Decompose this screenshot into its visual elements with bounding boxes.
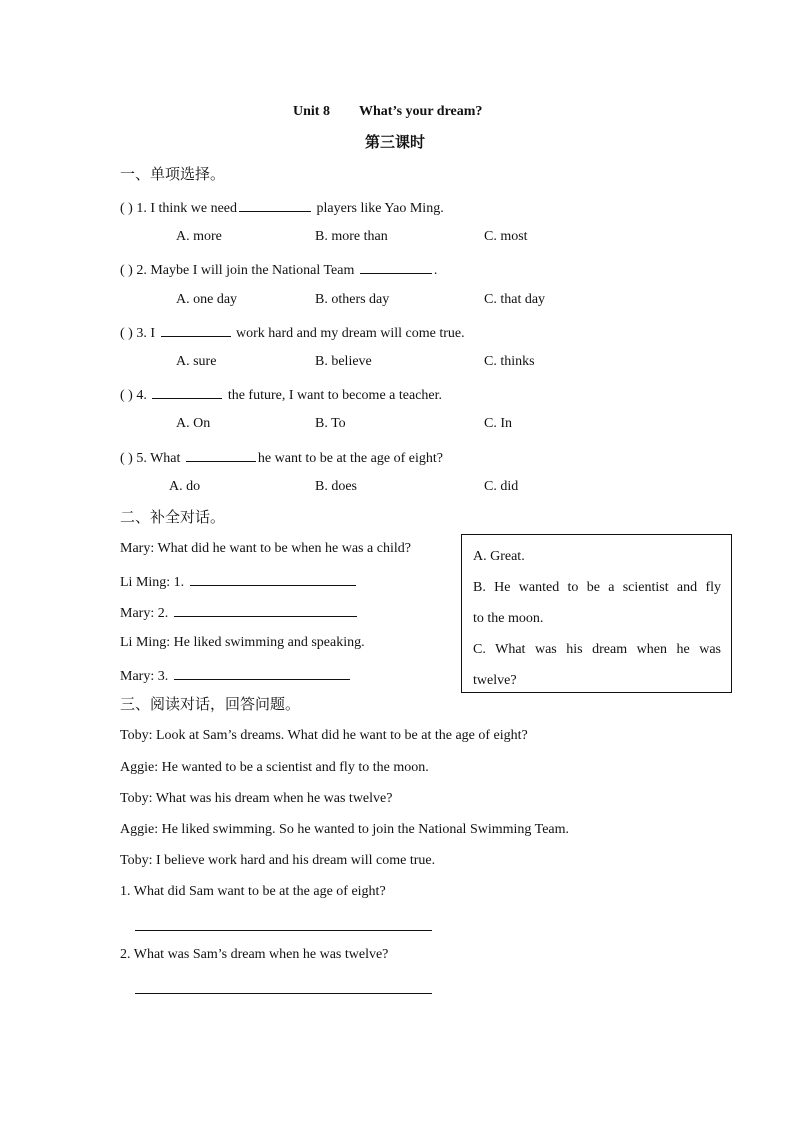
section3-heading: 三、阅读对话，回答问题。	[120, 697, 301, 713]
reading-question-1: 1. What did Sam want to be at the age of eight?	[120, 884, 386, 899]
option-c[interactable]: C. that day	[484, 292, 546, 307]
page-title: What’s your dream?	[359, 104, 483, 119]
question-text-post: players like Yao Ming.	[313, 201, 444, 216]
option-c[interactable]: C. did	[484, 479, 519, 494]
answer-line-2[interactable]	[135, 993, 432, 994]
option-b[interactable]: B. believe	[315, 354, 372, 369]
dialogue-line-li-ming: Li Ming: He liked swimming and speaking.	[120, 635, 365, 650]
fill-blank[interactable]	[239, 197, 311, 212]
box-option-a: A. Great.	[473, 549, 525, 564]
fill-blank[interactable]	[360, 259, 432, 274]
answer-bracket[interactable]: ( )	[120, 326, 133, 341]
box-option-c-cont: twelve?	[473, 673, 517, 688]
option-b[interactable]: B. does	[315, 479, 357, 494]
option-c[interactable]: C. most	[484, 229, 528, 244]
option-c[interactable]: C. thinks	[484, 354, 535, 369]
answer-line-1[interactable]	[135, 930, 432, 931]
option-a[interactable]: A. sure	[176, 354, 217, 369]
option-a[interactable]: A. do	[169, 479, 201, 494]
box-option-c: C. What was his dream when he was	[473, 642, 721, 657]
fill-blank[interactable]	[186, 447, 256, 462]
answer-bracket[interactable]: ( )	[120, 451, 133, 466]
option-a[interactable]: A. one day	[176, 292, 238, 307]
option-b[interactable]: B. more than	[315, 229, 388, 244]
dialogue-line-mary	[120, 665, 352, 686]
question-text-pre: 1. I think we need	[136, 201, 238, 216]
unit-label: Unit 8	[293, 104, 330, 119]
box-option-b: B. He wanted to be a scientist and fly	[473, 580, 721, 595]
question-text-pre: 2. Maybe I will join the National Team	[136, 263, 358, 278]
fill-blank[interactable]	[190, 571, 356, 586]
question-text-pre: 5. What	[136, 451, 184, 466]
reading-line-toby: Toby: What was his dream when he was twelve?	[120, 791, 393, 806]
reading-question-2: 2. What was Sam’s dream when he was twelve?	[120, 947, 389, 962]
option-b[interactable]: B. To	[315, 416, 346, 431]
question-row	[120, 322, 465, 343]
answer-bracket[interactable]: ( )	[120, 263, 133, 278]
options-box	[461, 534, 732, 693]
fill-blank[interactable]	[174, 665, 350, 680]
box-option-b-cont: to the moon.	[473, 611, 544, 626]
reading-line-toby: Toby: I believe work hard and his dream will come true.	[120, 853, 436, 868]
option-a[interactable]: A. On	[176, 416, 211, 431]
question-row	[120, 384, 442, 405]
question-row	[120, 447, 443, 468]
dialogue-line-mary: Mary: What did he want to be when he was a child?	[120, 541, 411, 556]
reading-line-aggie: Aggie: He liked swimming. So he wanted to join the National Swimming Team.	[120, 822, 570, 837]
question-text-post: .	[433, 263, 438, 278]
fill-blank[interactable]	[161, 322, 231, 337]
fill-blank[interactable]	[152, 384, 222, 399]
section1-heading: 一、单项选择。	[120, 167, 226, 183]
option-b[interactable]: B. others day	[315, 292, 390, 307]
reading-line-aggie: Aggie: He wanted to be a scientist and fly to the moon.	[120, 760, 429, 775]
dialogue-line-mary	[120, 602, 359, 623]
question-text-post: he want to be at the age of eight?	[257, 451, 443, 466]
section2-heading: 二、补全对话。	[120, 510, 226, 526]
question-row	[120, 259, 437, 280]
dialogue-text: Li Ming: 1.	[120, 575, 188, 590]
answer-bracket[interactable]: ( )	[120, 201, 133, 216]
dialogue-text: Mary: 2.	[120, 606, 172, 621]
question-text-pre: 4.	[136, 388, 151, 403]
fill-blank[interactable]	[174, 602, 357, 617]
answer-bracket[interactable]: ( )	[120, 388, 133, 403]
question-text-post: the future, I want to become a teacher.	[224, 388, 443, 403]
dialogue-line-li-ming	[120, 571, 358, 592]
question-text-post: work hard and my dream will come true.	[232, 326, 465, 341]
question-text-pre: 3. I	[136, 326, 159, 341]
dialogue-text: Mary: 3.	[120, 669, 172, 684]
reading-line-toby: Toby: Look at Sam’s dreams. What did he want to be at the age of eight?	[120, 728, 528, 743]
option-c[interactable]: C. In	[484, 416, 512, 431]
question-row	[120, 197, 444, 218]
option-a[interactable]: A. more	[176, 229, 222, 244]
lesson-label: 第三课时	[365, 135, 426, 151]
